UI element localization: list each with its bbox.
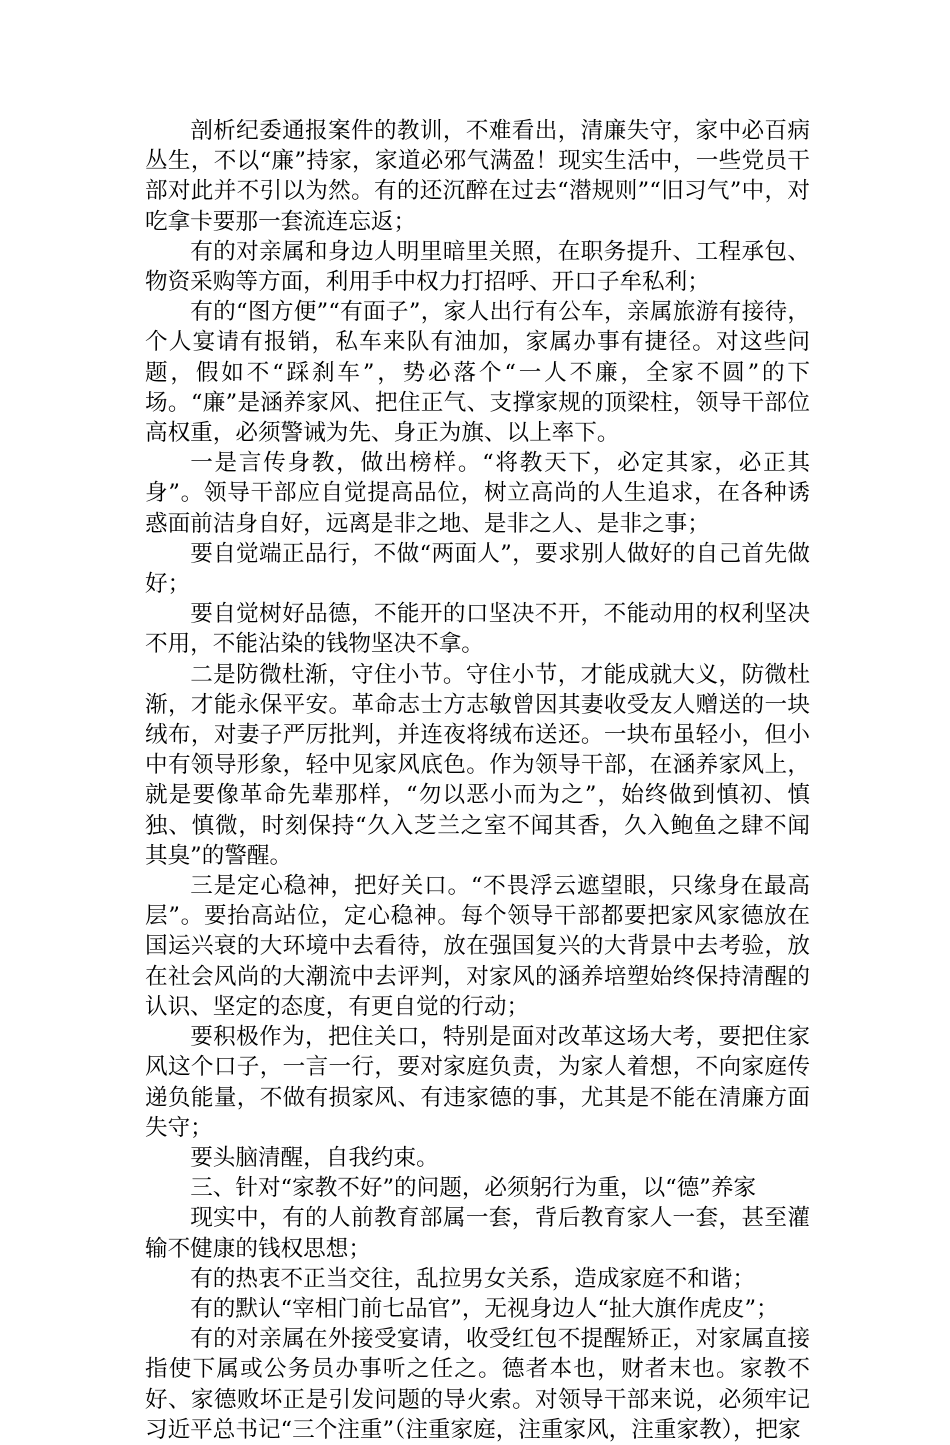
paragraph: 有的默认“宰相门前七品官”，无视身边人“扯大旗作虎皮”；	[190, 1295, 779, 1322]
paragraph: 要积极作为，把住关口，特别是面对改革这场大考，要把住家风这个口子，一言一行，要对家庭负责，为家人着想，不向家庭传递负能量，不做有损家风、有违家德的事，尤其是不能在清廉方面失守；	[145, 1024, 810, 1141]
paragraph: 有的对亲属和身边人明里暗里关照，在职务提升、工程承包、物资采购等方面，利用手中权力打招呼、开口子牟私利；	[145, 238, 810, 296]
paragraph: 要自觉端正品行，不做“两面人”，要求别人做好的自己首先做好；	[145, 540, 810, 598]
paragraph: 要自觉树好品德，不能开的口坚决不开，不能动用的权利坚决不用，不能沾染的钱物坚决不拿。	[145, 601, 810, 658]
paragraph: 有的对亲属在外接受宴请，收受红包不提醒矫正，对家属直接指使下属或公务员办事听之任之。德者本也，财者末也。家教不好、家德败坏正是引发问题的导火索。对领导干部来说，必须牢记习近平总书记“三个注重”（注重家庭，注重家风，注重家教），把家	[145, 1326, 810, 1443]
paragraph: 有的热衷不正当交往，乱拉男女关系，造成家庭不和谐；	[190, 1265, 756, 1292]
paragraph: 三是定心稳神，把好关口。“不畏浮云遮望眼，只缘身在最高层”。要抬高站位，定心稳神。每个领导干部都要把家风家德放在国运兴衰的大环境中去看待，放在强国复兴的大背景中去考验，放在社会风尚的大潮流中去评判，对家风的涵养培塑始终保持清醒的认识、坚定的态度，有更自觉的行动；	[145, 873, 810, 1020]
paragraph: 二是防微杜渐，守住小节。守住小节，才能成就大义，防微杜渐，才能永保平安。革命志士方志敏曾因其妻收受友人赠送的一块绒布，对妻子严厉批判，并连夜将绒布送还。一块布虽轻小，但小中有领导形象，轻中见家风底色。作为领导干部，在涵养家风上，就是要像革命先辈那样，“勿以恶小而为之”，始终做到慎初、慎独、慎微，时刻保持“久入芝兰之室不闻其香，久入鲍鱼之肆不闻其臭”的警醒。	[145, 661, 810, 869]
section-heading: 三、针对“家教不好”的问题，必须躬行为重，以“德”养家	[190, 1175, 757, 1202]
paragraph: 现实中，有的人前教育部属一套，背后教育家人一套，甚至灌输不健康的钱权思想；	[145, 1205, 810, 1262]
paragraph: 有的“图方便”“有面子”，家人出行有公车，亲属旅游有接待，个人宴请有报销，私车来队有油加，家属办事有捷径。对这些问题，假如不“踩刹车”，势必落个“一人不廉，全家不圆”的下场。“廉”是涵养家风、把住正气、支撑家规的顶梁柱，领导干部位高权重，必须警诫为先、身正为旗、以上率下。	[145, 299, 810, 447]
document-body	[145, 116, 810, 1445]
paragraph: 一是言传身教，做出榜样。“将教天下，必定其家，必正其身”。领导干部应自觉提高品位，树立高尚的人生追求，在各种诱惑面前洁身自好，远离是非之地、是非之人、是非之事；	[145, 450, 810, 537]
paragraph: 要头脑清醒，自我约束。	[190, 1144, 439, 1171]
paragraph: 剖析纪委通报案件的教训，不难看出，清廉失守，家中必百病丛生，不以“廉”持家，家道必邪气满盈！现实生活中，一些党员干部对此并不引以为然。有的还沉醉在过去“潜规则”“旧习气”中，对吃拿卡要那一套流连忘返；	[145, 118, 810, 235]
